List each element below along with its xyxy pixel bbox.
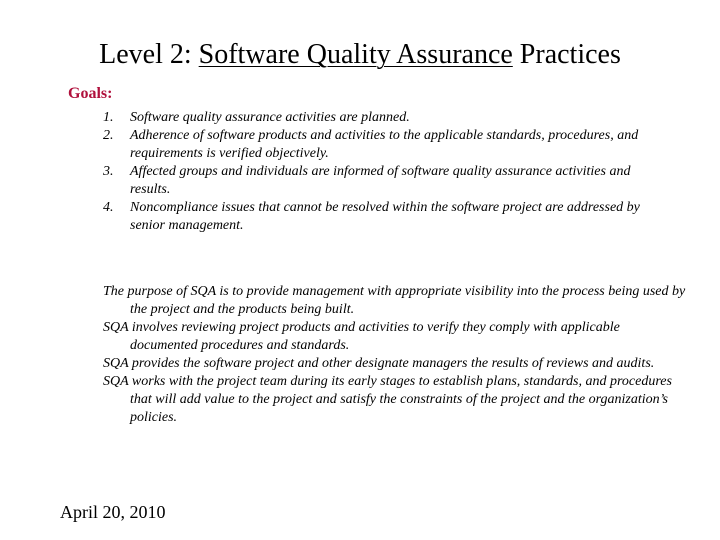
sqa-paragraph: SQA involves reviewing project products and activities to verify they comply with applicable documented procedures and standards.	[103, 320, 620, 353]
title-suffix: Practices	[512, 39, 621, 70]
sqa-paragraph: SQA works with the project team during its early stages to establish plans, standards, and procedures that will add value to the project and satisfy the constraints of the project and the organization’s policies.	[103, 374, 672, 425]
goal-text: Affected groups and individuals are informed of software quality assurance activities and results.	[130, 164, 631, 197]
sqa-paragraph: The purpose of SQA is to provide management with appropriate visibility into the process being used by the project and the products being built.	[103, 284, 686, 317]
goal-text: Software quality assurance activities are planned.	[130, 110, 410, 125]
goal-item	[0, 109, 670, 127]
goal-number: 2.	[103, 128, 114, 143]
sqa-description	[0, 283, 720, 427]
goal-item	[0, 199, 670, 235]
goal-text: Noncompliance issues that cannot be resolved within the software project are addressed by senior management.	[130, 200, 640, 233]
goals-label: Goals:	[68, 85, 113, 102]
goal-number: 1.	[103, 110, 114, 125]
goal-number: 3.	[103, 164, 114, 179]
goals-list	[0, 109, 720, 235]
sqa-paragraph: SQA provides the software project and other designate managers the results of reviews and audits.	[103, 356, 655, 371]
slide-date: April 20, 2010	[60, 502, 166, 522]
goal-text: Adherence of software products and activities to the applicable standards, procedures, and requirements is verified objectively.	[130, 128, 639, 161]
slide-title	[0, 38, 720, 72]
goal-item	[0, 127, 670, 163]
title-underlined: Software Quality Assurance	[198, 39, 513, 70]
goal-number: 4.	[103, 200, 114, 215]
title-prefix: Level 2:	[99, 39, 199, 70]
goal-item	[0, 163, 670, 199]
